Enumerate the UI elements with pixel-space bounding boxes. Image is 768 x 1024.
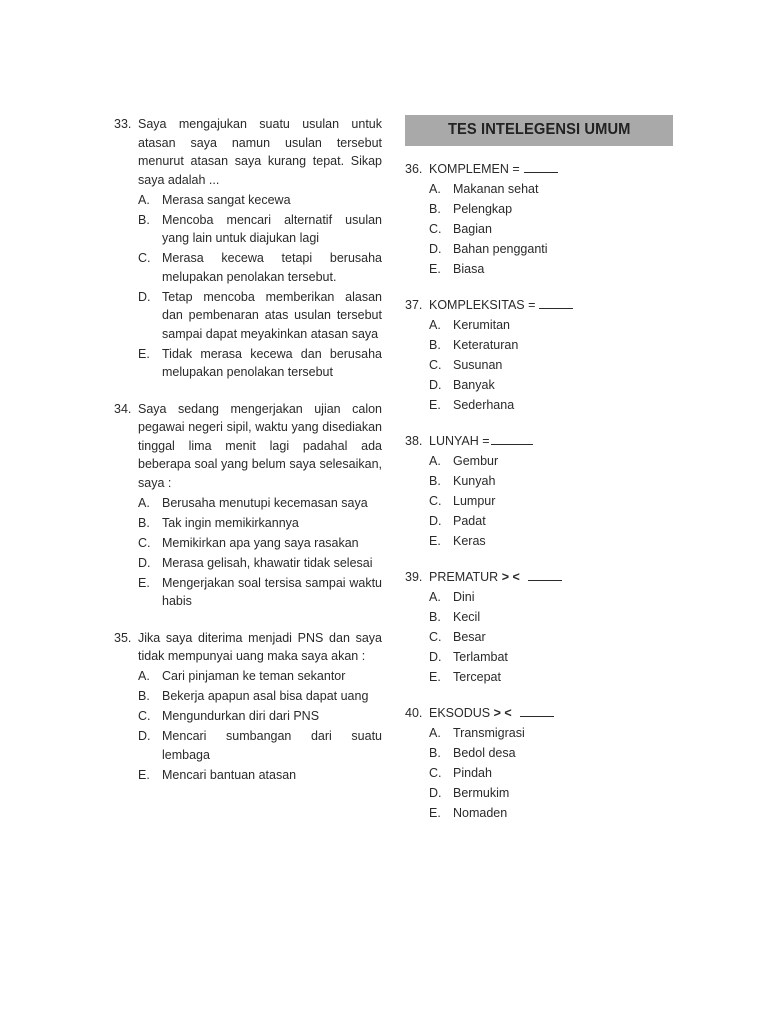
option-letter: B. [429, 338, 441, 353]
right-column [405, 115, 673, 823]
option-a [429, 588, 673, 607]
option-letter: C. [429, 630, 442, 645]
option-c [138, 707, 382, 726]
option-text: Bekerja apapun asal bisa dapat uang [162, 689, 369, 703]
question-text [429, 432, 673, 451]
option-letter: B. [429, 746, 441, 761]
question-text: Jika saya diterima menjadi PNS dan saya tidak mempunyai uang maka saya akan : [138, 630, 382, 663]
question-number: 38. [405, 433, 423, 448]
option-text: Besar [453, 630, 486, 645]
question-number: 39. [405, 569, 423, 584]
option-a [429, 452, 673, 471]
option-e [429, 532, 673, 551]
option-letter: C. [429, 766, 442, 781]
option-text: Sederhana [453, 398, 515, 413]
option-text: Cari pinjaman ke teman sekantor [162, 669, 346, 683]
option-text: Merasa kecewa tetapi berusaha melupakan penolakan tersebut. [162, 251, 382, 284]
answer-blank [524, 160, 558, 173]
option-e [138, 766, 382, 785]
option-letter: D. [138, 729, 151, 743]
option-text: Transmigrasi [453, 725, 525, 740]
question-33 [114, 115, 382, 382]
option-letter: D. [429, 514, 442, 529]
question-word: EKSODUS [429, 705, 491, 720]
question-number: 40. [405, 705, 423, 720]
option-c [138, 534, 382, 553]
option-letter: B. [429, 610, 441, 625]
question-35 [114, 629, 382, 785]
option-text: Keteraturan [453, 338, 519, 353]
option-text: Banyak [453, 378, 495, 393]
option-b [138, 211, 382, 248]
option-letter: D. [429, 242, 442, 257]
option-letter: E. [138, 767, 150, 782]
option-letter: E. [429, 398, 441, 413]
option-text: Berusaha menutupi kecemasan saya [162, 495, 368, 510]
option-text: Nomaden [453, 806, 508, 821]
option-letter: D. [429, 786, 442, 801]
option-text: Mencari sumbangan dari suatu lembaga [162, 729, 382, 762]
question-37 [405, 296, 673, 415]
section-title: TES INTELEGENSI UMUM [447, 121, 631, 139]
option-text: Mencoba mencari alternatif usulan yang lain untuk diajukan lagi [162, 212, 382, 245]
left-column [114, 115, 382, 784]
option-text: Kerumitan [453, 318, 510, 333]
option-text: Kecil [453, 610, 481, 625]
question-number: 36. [405, 162, 423, 176]
question-number: 35. [114, 630, 132, 645]
option-text: Merasa sangat kecewa [162, 192, 291, 207]
antonym-operator: > < [501, 569, 520, 584]
option-e [429, 668, 673, 687]
option-text: Pelengkap [453, 202, 513, 217]
option-a [138, 667, 382, 686]
option-text: Mengundurkan diri dari PNS [162, 709, 320, 723]
option-letter: B. [429, 474, 441, 489]
option-b [138, 687, 382, 706]
option-letter: B. [429, 202, 441, 217]
option-c [429, 764, 673, 783]
option-a [138, 494, 382, 513]
option-text: Bedol desa [453, 746, 516, 761]
question-word: KOMPLEMEN = [429, 162, 520, 176]
option-letter: B. [138, 689, 150, 703]
option-letter: A. [138, 669, 150, 683]
option-d [138, 288, 382, 344]
question-number: 34. [114, 401, 132, 416]
option-e [429, 396, 673, 415]
option-letter: A. [429, 725, 441, 740]
answer-blank [491, 432, 533, 445]
option-d [429, 784, 673, 803]
option-text: Tercepat [453, 670, 501, 685]
option-letter: A. [429, 182, 441, 197]
option-e [429, 804, 673, 823]
option-text: Bermukim [453, 786, 510, 801]
option-letter: D. [138, 289, 151, 304]
option-b [429, 336, 673, 355]
option-d [429, 240, 673, 259]
question-word: LUNYAH = [429, 433, 490, 448]
option-letter: C. [138, 709, 151, 723]
option-d [429, 376, 673, 395]
option-text: Bahan pengganti [453, 242, 548, 257]
option-e [138, 345, 382, 382]
option-letter: E. [429, 670, 441, 685]
question-text: Saya mengajukan suatu usulan untuk atasan saya namun usulan tersebut menurut atasan saya kurang tepat. Sikap saya adalah ... [138, 117, 382, 187]
option-b [429, 472, 673, 491]
option-text: Mengerjakan soal tersisa sampai waktu habis [162, 575, 382, 608]
answer-blank [539, 296, 573, 309]
option-b [138, 514, 382, 533]
option-a [429, 724, 673, 743]
option-text: Mencari bantuan atasan [162, 767, 297, 782]
option-text: Makanan sehat [453, 182, 539, 197]
section-title-bar [405, 115, 673, 146]
option-text: Gembur [453, 454, 499, 469]
answer-blank [528, 568, 562, 581]
option-c [429, 628, 673, 647]
option-text: Biasa [453, 262, 485, 277]
question-text [429, 296, 673, 315]
option-d [429, 648, 673, 667]
option-b [429, 744, 673, 763]
option-letter: A. [138, 495, 150, 510]
option-a [138, 191, 382, 210]
question-word: PREMATUR [429, 569, 499, 584]
option-letter: C. [138, 251, 151, 265]
option-e [429, 260, 673, 279]
option-text: Merasa gelisah, khawatir tidak selesai [162, 555, 373, 570]
option-letter: E. [429, 806, 441, 821]
option-a [429, 180, 673, 199]
option-b [429, 608, 673, 627]
question-36 [405, 160, 673, 279]
question-39 [405, 568, 673, 687]
option-text: Kunyah [453, 474, 496, 489]
option-c [138, 249, 382, 286]
question-40 [405, 704, 673, 823]
option-letter: C. [429, 494, 442, 509]
question-text [429, 704, 673, 723]
option-text: Memikirkan apa yang saya rasakan [162, 535, 359, 550]
question-text [429, 568, 673, 587]
question-38 [405, 432, 673, 551]
option-letter: B. [138, 515, 150, 530]
option-letter: D. [429, 378, 442, 393]
option-d [429, 512, 673, 531]
question-word: KOMPLEKSITAS = [429, 297, 536, 312]
option-text: Pindah [453, 766, 492, 781]
option-text: Tetap mencoba memberikan alasan dan pembenaran atas usulan tersebut sampai dapat meyakinkan atasan saya [162, 289, 382, 341]
option-letter: B. [138, 212, 150, 227]
option-text: Tak ingin memikirkannya [162, 515, 299, 530]
antonym-operator: > < [493, 705, 512, 720]
option-letter: C. [429, 358, 442, 373]
option-letter: C. [138, 535, 151, 550]
question-number: 37. [405, 297, 423, 312]
option-letter: A. [138, 192, 150, 207]
option-text: Tidak merasa kecewa dan berusaha melupakan penolakan tersebut [162, 346, 382, 379]
option-c [429, 492, 673, 511]
answer-blank [520, 704, 554, 717]
option-text: Padat [453, 514, 486, 529]
option-a [429, 316, 673, 335]
option-b [429, 200, 673, 219]
option-c [429, 220, 673, 239]
question-text [429, 160, 673, 179]
option-letter: E. [138, 575, 150, 590]
option-letter: A. [429, 590, 441, 604]
option-e [138, 574, 382, 611]
option-letter: E. [138, 346, 150, 361]
option-text: Susunan [453, 358, 503, 373]
option-letter: D. [429, 650, 442, 665]
option-text: Keras [453, 534, 486, 549]
option-d [138, 554, 382, 573]
option-text: Dini [453, 590, 475, 604]
option-text: Terlambat [453, 650, 508, 665]
question-34 [114, 400, 382, 611]
option-text: Bagian [453, 222, 492, 237]
option-c [429, 356, 673, 375]
option-text: Lumpur [453, 494, 496, 509]
option-letter: C. [429, 222, 442, 237]
question-text: Saya sedang mengerjakan ujian calon pegawai negeri sipil, waktu yang disediakan tinggal lima menit lagi padahal ada beberapa soal yang belum saya selesaikan, saya : [138, 401, 382, 490]
option-d [138, 727, 382, 764]
option-letter: A. [429, 454, 441, 469]
question-number: 33. [114, 117, 132, 131]
option-letter: E. [429, 262, 441, 277]
option-letter: D. [138, 555, 151, 570]
option-letter: E. [429, 534, 441, 549]
option-letter: A. [429, 318, 441, 333]
